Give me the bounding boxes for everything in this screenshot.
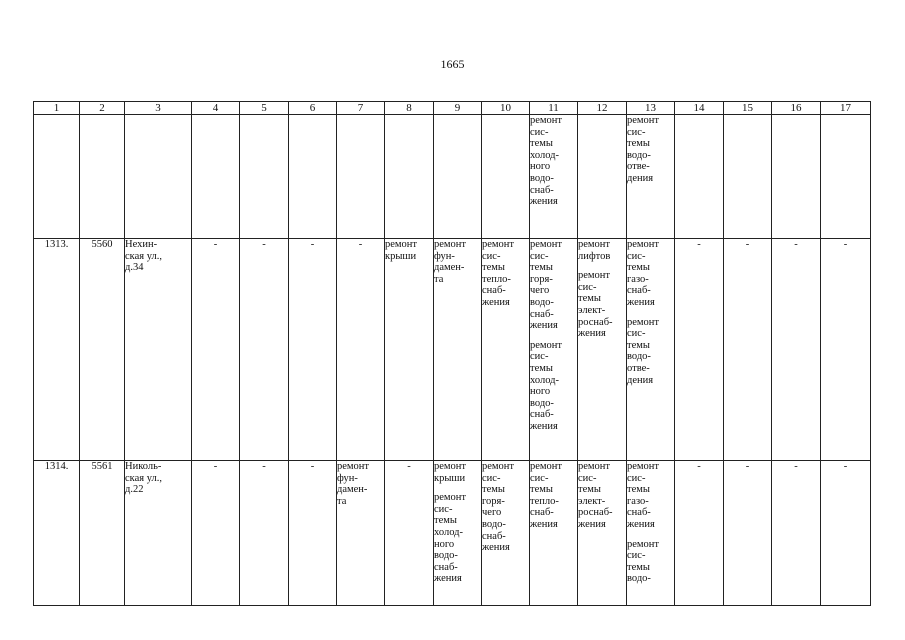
work-item-line: водо- <box>627 149 651 161</box>
work-item <box>627 539 674 585</box>
work-item-line: сис- <box>530 351 549 363</box>
work-item-line: водо- <box>627 573 651 585</box>
table-row <box>34 461 871 606</box>
work-item-line: снаб- <box>627 285 651 297</box>
column-header-17: 17 <box>821 102 871 115</box>
column-header-7: 7 <box>337 102 385 115</box>
work-item-line: жения <box>530 420 558 432</box>
work-item-line: сис- <box>434 503 453 515</box>
work-item-line: темы <box>482 484 505 496</box>
column-header-8: 8 <box>385 102 434 115</box>
work-item-line: водо- <box>530 172 554 184</box>
dash-cell-col14: - <box>675 239 724 461</box>
work-item-line: элект- <box>578 304 606 316</box>
empty-cell <box>434 115 482 239</box>
work-item-line: снаб- <box>530 507 554 519</box>
work-item-line: холод- <box>434 526 463 538</box>
work-item <box>385 239 433 262</box>
work-item-line: ремонт <box>578 461 611 472</box>
dash-cell-col15: - <box>724 239 772 461</box>
work-item-line: ремонт <box>482 461 515 472</box>
empty-cell <box>240 115 289 239</box>
empty-cell <box>482 115 530 239</box>
column-header-5: 5 <box>240 102 289 115</box>
work-item-line: сис- <box>578 472 597 484</box>
work-item-line: дамен- <box>337 484 368 496</box>
dash-cell-col7: - <box>337 239 385 461</box>
work-item-line: водо- <box>627 351 651 363</box>
work-item <box>627 239 674 309</box>
work-item-line: сис- <box>482 250 501 262</box>
work-item-line: чего <box>530 285 550 297</box>
work-item-line: сис- <box>530 472 549 484</box>
work-item-line: темы <box>627 339 650 351</box>
work-item-line: темы <box>530 262 553 274</box>
work-item <box>530 461 577 531</box>
work-item-line: тепло- <box>482 273 511 285</box>
work-item-line: фун- <box>434 250 455 262</box>
work-item-line: жения <box>482 296 510 308</box>
column-header-15: 15 <box>724 102 772 115</box>
work-item-line: сис- <box>578 281 597 293</box>
work-item-line: дения <box>627 172 654 184</box>
work-cell-col12 <box>578 461 627 606</box>
row-number: 1313. <box>34 239 80 461</box>
work-item-line: ремонт <box>434 461 467 472</box>
work-item-line: сис- <box>627 550 646 562</box>
work-item-line: ремонт <box>337 461 370 472</box>
work-item-line: сис- <box>627 328 646 340</box>
work-item-line: ремонт <box>434 239 467 250</box>
work-item-line: водо- <box>482 518 506 530</box>
work-item-line: чего <box>482 507 502 519</box>
empty-cell <box>337 115 385 239</box>
work-item-line: ремонт <box>627 538 660 550</box>
continuation-row <box>34 115 871 239</box>
work-item-line: темы <box>627 138 650 150</box>
work-item-line: ремонт <box>530 339 563 351</box>
column-header-14: 14 <box>675 102 724 115</box>
dash-cell-col4: - <box>192 239 240 461</box>
address-cell <box>125 239 192 461</box>
work-item-line: ремонт <box>482 239 515 250</box>
work-item-line: жения <box>530 518 558 530</box>
work-item-line: ного <box>434 538 455 550</box>
dash-cell-col6: - <box>289 461 337 606</box>
work-cell-col7 <box>337 461 385 606</box>
work-item-line: снаб- <box>530 308 554 320</box>
work-cell-col12 <box>578 239 627 461</box>
address-cell <box>125 461 192 606</box>
empty-cell <box>125 115 192 239</box>
work-item-line: отве- <box>627 161 650 173</box>
work-cell-col10 <box>482 239 530 461</box>
work-item-line: газо- <box>627 273 649 285</box>
column-number-header-row <box>34 102 871 115</box>
work-item <box>482 461 529 554</box>
work-item <box>578 239 626 262</box>
column-header-13: 13 <box>627 102 675 115</box>
work-item-line: ремонт <box>627 115 660 126</box>
empty-cell <box>675 115 724 239</box>
column-header-6: 6 <box>289 102 337 115</box>
work-item <box>530 115 577 208</box>
work-item <box>434 239 481 285</box>
work-item-line: ремонт <box>530 461 563 472</box>
dash-cell-col4: - <box>192 461 240 606</box>
work-item-line: сис- <box>627 126 646 138</box>
column-header-2: 2 <box>80 102 125 115</box>
work-item-line: холод- <box>530 149 559 161</box>
empty-cell <box>289 115 337 239</box>
work-item-line: дения <box>627 374 654 386</box>
work-item-line: темы <box>530 362 553 374</box>
address-line: ская ул., <box>125 472 162 484</box>
work-cell-col11 <box>530 239 578 461</box>
work-item <box>578 461 626 531</box>
work-item-line: ремонт <box>578 239 611 250</box>
dash-cell-col16: - <box>772 461 821 606</box>
work-item-line: ремонт <box>385 239 418 250</box>
work-item-line: ремонт <box>530 115 563 126</box>
page-number: 1665 <box>440 57 465 71</box>
work-item-line: отве- <box>627 362 650 374</box>
row-number: 1314. <box>34 461 80 606</box>
work-item-line: крыши <box>434 472 466 484</box>
address-line: ская ул., <box>125 250 162 262</box>
work-item <box>530 340 577 433</box>
empty-cell <box>80 115 125 239</box>
work-item <box>627 317 674 387</box>
work-item-line: горя- <box>530 273 553 285</box>
object-code: 5560 <box>80 239 125 461</box>
work-item-line: ремонт <box>627 239 660 250</box>
work-cell-col10 <box>482 461 530 606</box>
work-cell-col9 <box>434 461 482 606</box>
address-line: д.34 <box>125 262 144 274</box>
work-item-line: сис- <box>530 126 549 138</box>
work-item-line: ремонт <box>530 239 563 250</box>
work-item-line: лифтов <box>578 250 611 262</box>
column-header-3: 3 <box>125 102 192 115</box>
work-item-line: жения <box>578 328 606 340</box>
work-cell-col11 <box>530 115 578 239</box>
work-item-line: элект- <box>578 495 606 507</box>
work-item-line: снаб- <box>530 184 554 196</box>
address-line: Нехин- <box>125 239 158 250</box>
dash-cell-col15: - <box>724 461 772 606</box>
work-item-line: темы <box>482 262 505 274</box>
empty-cell <box>34 115 80 239</box>
dash-cell-col5: - <box>240 461 289 606</box>
work-item-line: жения <box>434 573 462 585</box>
work-item-line: снаб- <box>482 285 506 297</box>
work-item-line: ремонт <box>627 461 660 472</box>
work-item-line: газо- <box>627 495 649 507</box>
repair-schedule-table <box>33 101 871 606</box>
empty-cell <box>821 115 871 239</box>
work-item <box>482 239 529 309</box>
work-item-line: сис- <box>627 250 646 262</box>
dash-cell-col17: - <box>821 461 871 606</box>
work-item <box>434 492 481 585</box>
work-item-line: ного <box>530 161 551 173</box>
column-header-12: 12 <box>578 102 627 115</box>
column-header-4: 4 <box>192 102 240 115</box>
work-item-line: горя- <box>482 495 505 507</box>
work-item-line: жения <box>482 542 510 554</box>
work-item-line: темы <box>578 293 601 305</box>
work-item-line: крыши <box>385 250 417 262</box>
work-item-line: жения <box>530 320 558 332</box>
work-item-line: роснаб- <box>578 507 613 519</box>
work-item-line: жения <box>627 518 655 530</box>
work-item-line: жения <box>530 196 558 208</box>
work-cell-col8 <box>385 239 434 461</box>
work-item-line: темы <box>627 262 650 274</box>
dash-cell-col16: - <box>772 239 821 461</box>
work-cell-col9 <box>434 239 482 461</box>
work-item-line: темы <box>627 561 650 573</box>
work-item-line: темы <box>627 484 650 496</box>
work-item-line: та <box>434 273 444 285</box>
dash-cell-col8: - <box>385 461 434 606</box>
dash-cell-col5: - <box>240 239 289 461</box>
work-item-line: сис- <box>530 250 549 262</box>
work-item-line: та <box>337 495 347 507</box>
empty-cell <box>578 115 627 239</box>
work-item-line: ремонт <box>627 316 660 328</box>
empty-cell <box>724 115 772 239</box>
dash-cell-col14: - <box>675 461 724 606</box>
empty-cell <box>192 115 240 239</box>
work-item <box>434 461 481 484</box>
work-item-line: водо- <box>530 296 554 308</box>
work-item <box>627 461 674 531</box>
work-item <box>530 239 577 332</box>
work-item-line: жения <box>627 296 655 308</box>
work-item-line: темы <box>530 484 553 496</box>
work-item-line: сис- <box>627 472 646 484</box>
work-item <box>578 270 626 340</box>
dash-cell-col17: - <box>821 239 871 461</box>
work-item-line: темы <box>530 138 553 150</box>
work-item-line: холод- <box>530 374 559 386</box>
empty-cell <box>385 115 434 239</box>
object-code: 5561 <box>80 461 125 606</box>
address-line: д.22 <box>125 484 144 496</box>
work-item-line: темы <box>578 484 601 496</box>
column-header-1: 1 <box>34 102 80 115</box>
work-item-line: сис- <box>482 472 501 484</box>
column-header-16: 16 <box>772 102 821 115</box>
work-item <box>337 461 384 507</box>
column-header-10: 10 <box>482 102 530 115</box>
work-item-line: роснаб- <box>578 316 613 328</box>
work-item-line: жения <box>578 518 606 530</box>
work-item-line: фун- <box>337 472 358 484</box>
work-item-line: снаб- <box>627 507 651 519</box>
work-cell-col11 <box>530 461 578 606</box>
work-cell-col13 <box>627 461 675 606</box>
column-header-9: 9 <box>434 102 482 115</box>
work-item-line: дамен- <box>434 262 465 274</box>
column-header-11: 11 <box>530 102 578 115</box>
work-item-line: снаб- <box>530 409 554 421</box>
dash-cell-col6: - <box>289 239 337 461</box>
work-item-line: темы <box>434 515 457 527</box>
work-item-line: ного <box>530 386 551 398</box>
work-item <box>627 115 674 185</box>
work-item-line: снаб- <box>434 561 458 573</box>
work-cell-col13 <box>627 115 675 239</box>
address-line: Николь- <box>125 461 162 472</box>
work-item-line: ремонт <box>578 270 611 282</box>
work-cell-col13 <box>627 239 675 461</box>
work-item-line: водо- <box>530 397 554 409</box>
table-row <box>34 239 871 461</box>
work-item-line: снаб- <box>482 530 506 542</box>
work-item-line: водо- <box>434 550 458 562</box>
work-item-line: ремонт <box>434 492 467 504</box>
empty-cell <box>772 115 821 239</box>
work-item-line: тепло- <box>530 495 559 507</box>
